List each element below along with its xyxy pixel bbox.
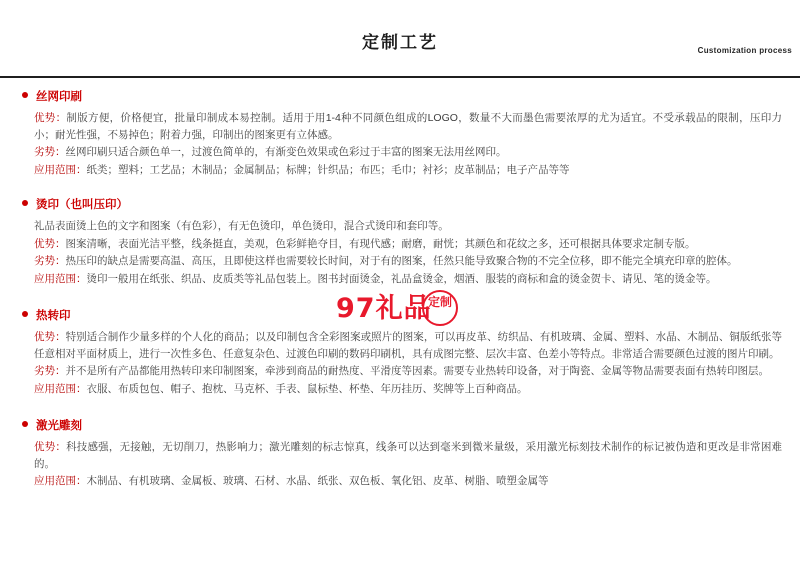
paragraph (34, 218, 782, 235)
paragraph-text: 烫印一般用在纸张、织品、皮质类等礼品包装上。图书封面烫金，礼品盒烫金，烟酒、服装的商标和盒的烫金贺卡、请见、笔的烫金等。 (86, 272, 717, 285)
paragraph-label: 劣势： (34, 365, 66, 377)
paragraph-text: 科技感强，无接触，无切削刀，热影响力；激光雕刻的标志惊真，线条可以达到毫米到微米量级，采用激光标刻技术制作的标记被伪造和更改是非常困难的。 (34, 441, 783, 470)
paragraph-label: 应用范围： (34, 475, 87, 487)
bullet-icon (22, 92, 28, 98)
header-divider (0, 76, 800, 78)
section-screen-printing (0, 88, 800, 178)
paragraph-text: 礼品表面烫上色的文字和图案（有色彩），有无色烫印，单色烫印，混合式烫印和套印等。 (34, 220, 449, 232)
paragraph-text: 并不是所有产品都能用热转印来印制图案，牵涉到商品的耐热度、平滑度等因素。需要专业热转印设备，对于陶瓷、金属等物品需要表面有热转印图层。 (65, 365, 769, 377)
paragraph-text: 纸类；塑料；工艺品；木制品；金属制品；标牌；针织品；布匹；毛巾；衬衫；皮革制品；电子产品等等 (86, 163, 570, 176)
paragraph (34, 439, 782, 472)
paragraph-text: 木制品、有机玻璃、金属板、玻璃、石材、水晶、纸张、双色板、氧化铝、皮革、树脂、喷塑金属等 (86, 475, 549, 487)
paragraph-label: 优势： (34, 331, 66, 343)
section-heading-label: 激光雕刻 (36, 420, 82, 432)
section-heading-label: 丝网印刷 (36, 91, 82, 103)
paragraph-label: 优势： (34, 237, 66, 250)
page-subtitle: Customization process (697, 46, 792, 55)
document-body (0, 86, 800, 588)
bullet-icon (22, 200, 28, 206)
paragraph (34, 110, 782, 143)
paragraph-text: 特别适合制作少量多样的个人化的商品；以及印制包含全彩图案或照片的图案，可以再皮革、纺织品、有机玻璃、金属、塑料、水晶、木制品、铜版纸张等任意相对平面材质上，进行一次性多色、任意复杂色、过渡色印刷的数码印刷机，具有成图完整、层次丰富、色差小等特点。非常适合需要颜色过渡的图片印刷。 (34, 331, 782, 360)
section-hot-stamping (0, 196, 800, 287)
paragraph (34, 144, 782, 161)
paragraph-text: 制版方便，价格便宜，批量印制成本易控制。适用于用1-4种不同颜色组成的LOGO，数量不大而墨色需要浓厚的尤为适宜。不受承载品的限制，压印力小；耐光性强，不易掉色；附着力强，印制出的图案更有立体感。 (34, 112, 783, 141)
section-heading (22, 196, 782, 212)
paragraph-text: 图案清晰，表面光洁平整，线条挺直，美观，色彩鲜艳夺目，有现代感；耐磨，耐恍；其颜色和花纹之多，还可根据具体要求定制专版。 (65, 237, 696, 250)
section-heat-transfer (0, 307, 800, 397)
paragraph (34, 381, 782, 398)
bullet-icon (22, 311, 28, 317)
paragraph (34, 271, 782, 288)
paragraph (34, 253, 782, 270)
paragraph-text: 热压印的缺点是需要高温、高压，且即使这样也需要较长时间，对于有的图案，任然只能导致聚合物的不完全位移，即不能完全填充印章的腔体。 (65, 255, 738, 267)
paragraph-label: 应用范围： (34, 272, 87, 285)
section-heading-label: 烫印（也叫压印） (36, 199, 128, 211)
bullet-icon (22, 421, 28, 427)
section-heading (22, 88, 782, 104)
page-title: 定制工艺 (362, 33, 438, 52)
paragraph (34, 329, 782, 362)
paragraph-text: 衣服、布质包包、帽子、抱枕、马克杯、手表、鼠标垫、杯垫、年历挂历、奖牌等上百种商品。 (86, 382, 528, 395)
paragraph-label: 应用范围： (34, 163, 87, 176)
section-heading (22, 417, 782, 433)
page-header (0, 0, 800, 84)
paragraph-label: 应用范围： (34, 382, 87, 395)
paragraph-label: 劣势： (34, 255, 66, 267)
paragraph-text: 丝网印刷只适合颜色单一，过渡色简单的，有渐变色效果或色彩过于丰富的图案无法用丝网印。 (65, 146, 507, 158)
section-heading-label: 热转印 (36, 310, 71, 322)
paragraph-label: 优势： (34, 112, 67, 124)
watermark-text: 97礼品 (336, 293, 432, 324)
paragraph (34, 473, 782, 490)
section-laser-engraving (0, 417, 800, 490)
paragraph (34, 162, 782, 179)
watermark-seal: 定制 (422, 290, 458, 326)
paragraph (34, 363, 782, 380)
section-heading (22, 307, 782, 323)
paragraph-label: 劣势： (34, 146, 66, 158)
paragraph-label: 优势： (34, 441, 67, 453)
paragraph (34, 236, 782, 253)
